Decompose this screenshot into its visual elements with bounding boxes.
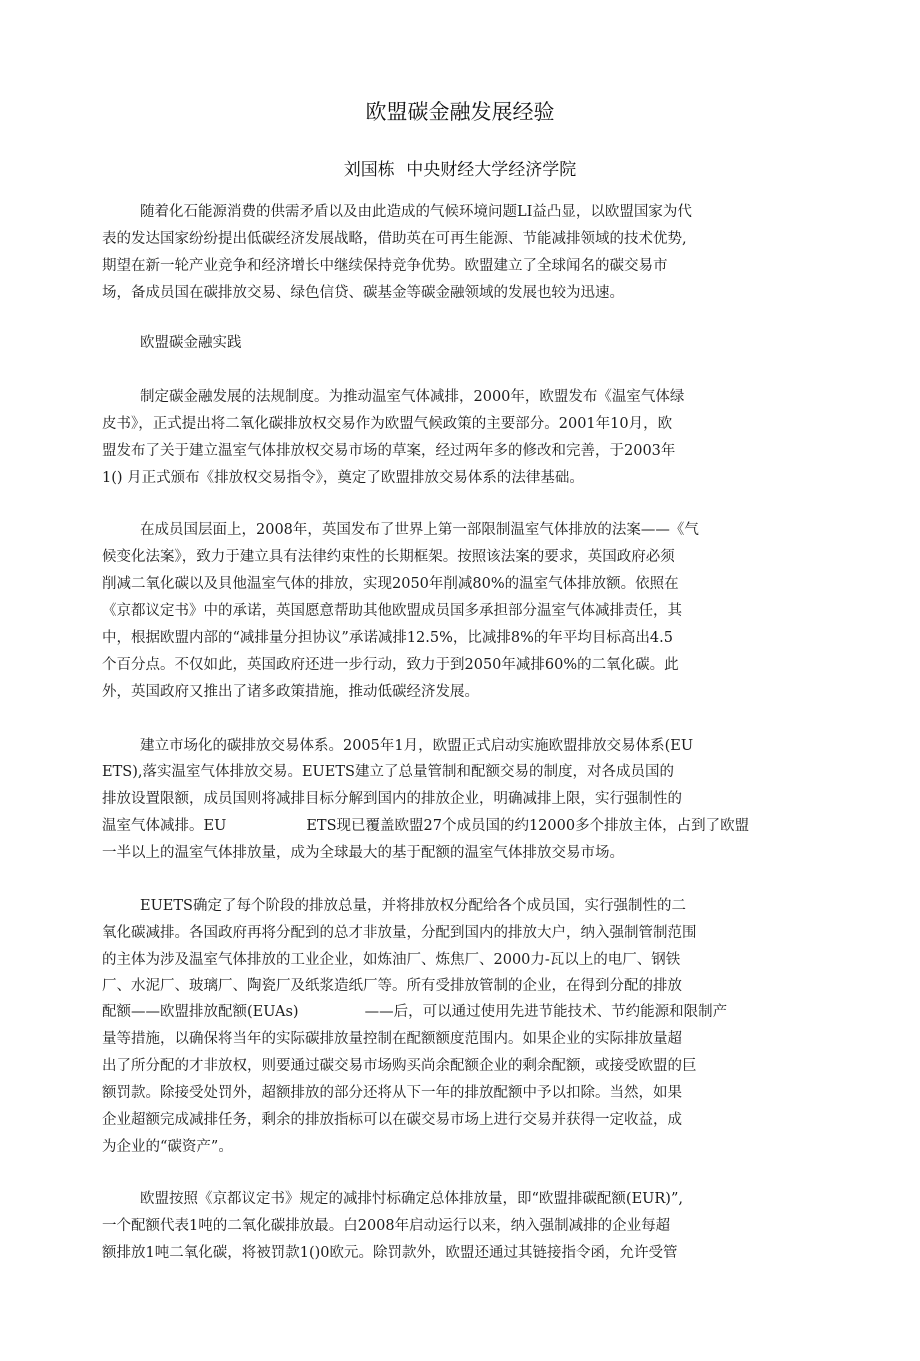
text-fragment: 配额——欧盟排放配额(EUAs)	[102, 1004, 299, 1020]
text-line: EUETS确定了每个阶段的排放总量，并将排放权分配给各个成员国，实行强制性的二	[140, 898, 686, 914]
text-line: 盟发布了关于建立温室气体排放权交易市场的草案，经过两年多的修改和完善，于2003年	[102, 443, 676, 459]
text-line: 外，英国政府又推出了诸多政策措施，推动低碳经济发展。	[102, 684, 479, 700]
text-line: 一半以上的温室气体排放量，成为全球最大的基于配额的温室气体排放交易市场。	[102, 845, 624, 861]
text-fragment: ETS现已覆盖欧盟27个成员国的约12000多个排放主体，占到了欧盟	[306, 818, 750, 834]
text-line: 在成员国层面上，2008年，英国发布了世界上第一部限制温室气体排放的法案——《气	[140, 522, 699, 538]
text-line: 《京都议定书》中的承诺，英国愿意帮助其他欧盟成员国多承担部分温室气体减排责任，其	[102, 603, 682, 619]
text-line: 期望在新一轮产业竞争和经济增长中继续保持竞争优势。欧盟建立了全球闻名的碳交易市	[102, 258, 668, 274]
text-line: 厂、水泥厂、玻璃厂、陶瓷厂及纸浆造纸厂等。所有受排放管制的企业，在得到分配的排放	[102, 978, 682, 994]
text-line: 为企业的“碳资产”。	[102, 1139, 233, 1155]
text-line: 额排放1吨二氧化碳，将被罚款1()0欧元。除罚款外，欧盟还通过其链接指令函，允许受管	[102, 1245, 678, 1261]
text-fragment: 温室气体减排。EU	[102, 818, 227, 834]
text-line: 1() 月正式颁布《排放权交易指令》，奠定了欧盟排放交易体系的法律基础。	[102, 470, 584, 486]
text-line: 削减二氧化碳以及貝他温室气体的排放，实现2050年削减80%的温室气体排放额。依照在	[102, 576, 679, 592]
text-line: 排放设置限额，成员国则将减排目标分解到国内的排放企业，明确减排上限，实行强制性的	[102, 791, 682, 807]
text-line: 中，根据欧盟内部的“减排量分担协议”承诺减排12.5%，比减排8%的年平均目标高出4.5	[102, 630, 673, 646]
text-line: 随着化石能源消费的供需矛盾以及由此造成的气候环境问题LI益凸显，以欧盟国家为代	[140, 204, 692, 220]
author-line: 刘国栋 中央财经大学经济学院	[343, 160, 577, 180]
text-line: 量等措施，以确保将当年的实际碳排放量控制在配额额度范围内。如果企业的实际排放量超	[102, 1031, 682, 1047]
text-line: 出了所分配的才非放权，则要通过碳交易市场购买尚余配额企业的剩余配额，或接受欧盟的巨	[102, 1058, 697, 1074]
text-line: 的主体为涉及温室气体排放的工业企业，如炼油厂、炼焦厂、2000力-瓦以上的电厂、钢铁	[102, 952, 681, 968]
text-line: 候变化法案》，致力于建立具有法律约束性的长期框架。按照该法案的要求，英国政府必须	[102, 549, 675, 565]
text-line: 皮书》，正式提出将二氧化碳排放权交易作为欧盟气候政策的主要部分。2001年10月，欧	[102, 416, 673, 432]
text-line: 欧盟按照《京都议定书》规定的减排忖标确定总体排放量，即“欧盟排碳配额(EUR)”,	[140, 1191, 683, 1207]
text-line: 企业超额完成减排任务，剩余的排放指标可以在碳交易市场上进行交易并获得一定收益，成	[102, 1112, 682, 1128]
text-line: 氧化碳减排。各国政府再将分配到的总才非放量，分配到国内的排放大户，纳入强制管制范围	[102, 925, 697, 941]
text-line-split	[102, 1002, 727, 1022]
text-fragment: ——后，可以通过使用先进节能技术、节约能源和限制产	[364, 1004, 728, 1020]
text-line: 场，备成员国在碳排放交易、绿色信贷、碳基金等碳金融领域的发展也较为迅速。	[102, 285, 624, 301]
text-line: 个百分点。不仅如此，英国政府还进一步行动，致力于到2050年减排60%的二氧化碳。此	[102, 657, 679, 673]
text-line: 建立市场化的碳排放交易体系。2005年1月，欧盟正式启动实施欧盟排放交易体系(EU	[140, 738, 694, 754]
document-title: 欧盟碳金融发展经验	[365, 100, 555, 124]
text-line: 额罚款。除接受处罚外，超额排放的部分还将从下一年的排放配额中予以扣除。当然，如果	[102, 1085, 682, 1101]
text-line: 表的发达国家纷纷提出低碳经济发展战略，借助英在可再生能源、节能减排领域的技术优势,	[102, 231, 687, 247]
text-line: 制定碳金融发展的法规制度。为推动温室气体减排，2000年，欧盟发布《温室气体绿	[140, 389, 685, 405]
text-line: ETS),落实温室气体排放交易。EUETS建立了总量管制和配额交易的制度，对各成员国的	[102, 764, 674, 780]
text-line: 一个配额代表1吨的二氧化碳排放最。白2008年启动运行以来，纳入强制减排的企业每超	[102, 1218, 671, 1234]
section-heading: 欧盟碳金融实践	[140, 335, 242, 351]
text-line-split	[102, 816, 749, 836]
